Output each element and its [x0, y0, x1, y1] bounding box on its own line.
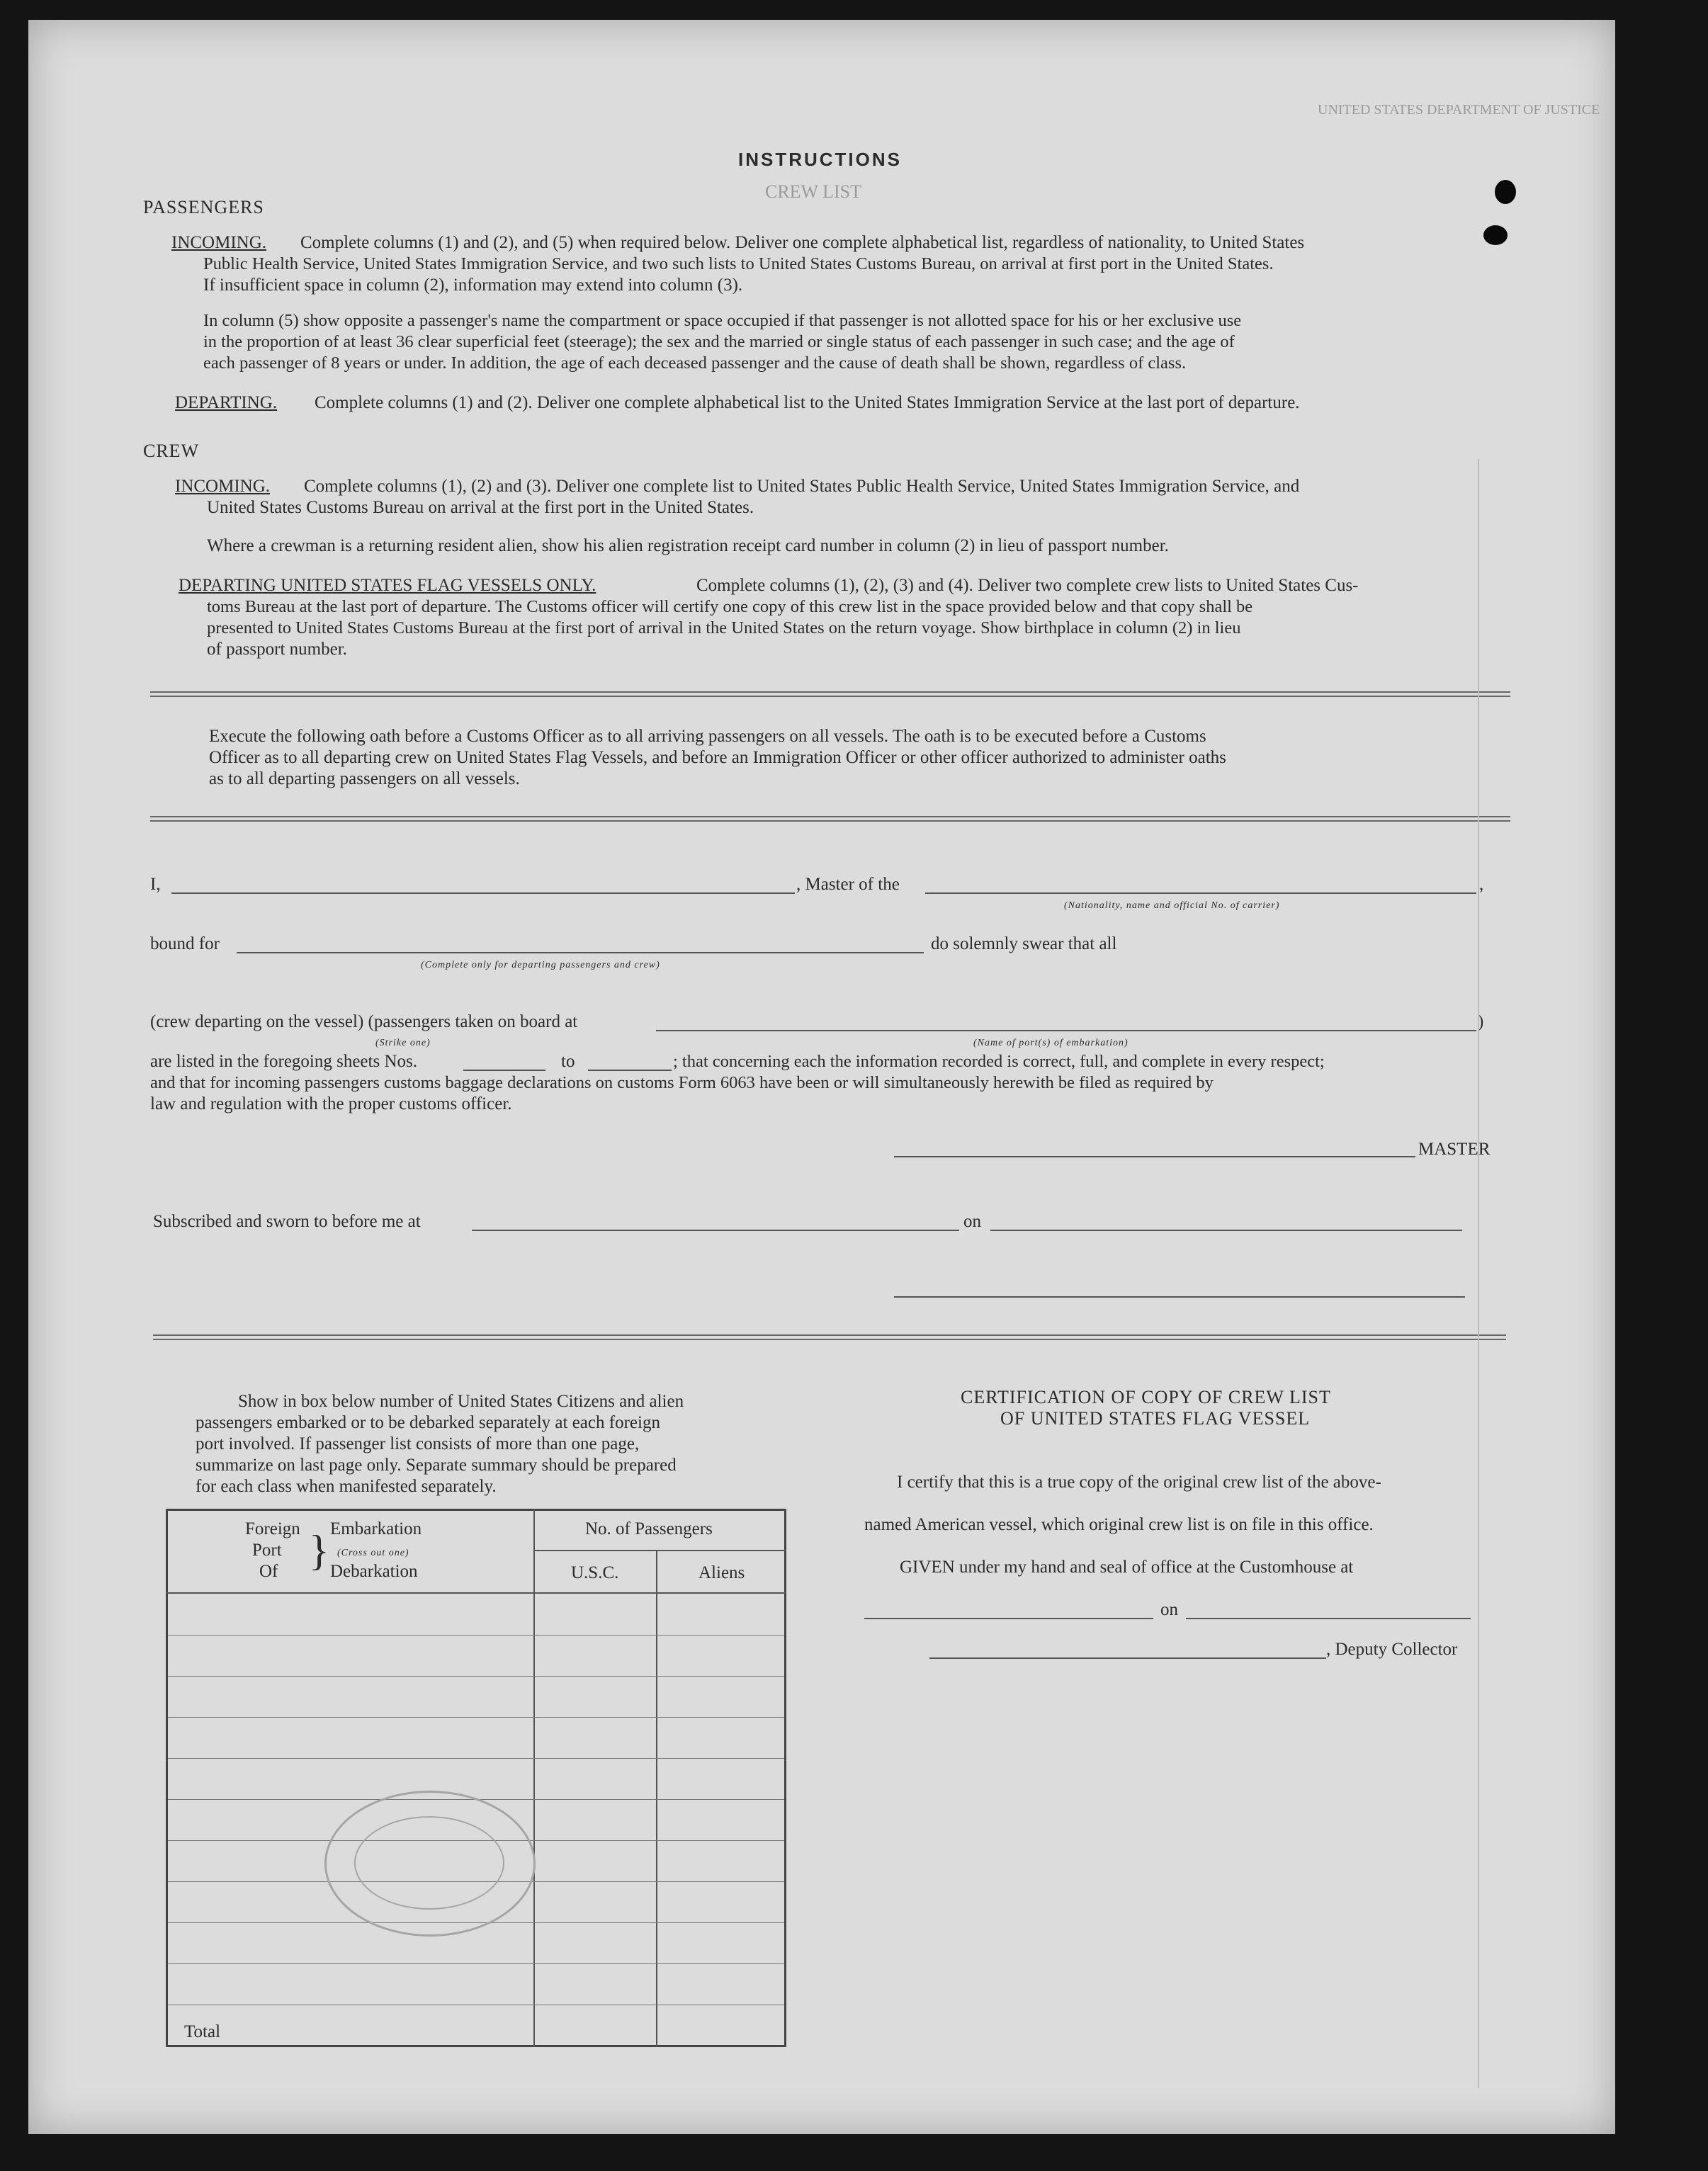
- section-divider: [150, 816, 1510, 822]
- table-row: [168, 1635, 784, 1636]
- listed-text: law and regulation with the proper customs officer.: [150, 1094, 512, 1113]
- table-row: [168, 1963, 784, 1964]
- subscribed-label: Subscribed and sworn to before me at: [153, 1212, 421, 1231]
- sworn-date-field[interactable]: [990, 1230, 1462, 1231]
- col-cross-out: (Cross out one): [337, 1548, 409, 1558]
- crew-heading: CREW: [143, 441, 200, 461]
- passengers-incoming-text: Complete columns (1) and (2), and (5) when required below. Deliver one complete alphabetical list, regardless of nationality, to United States: [300, 233, 1305, 252]
- crew-departing-label: (crew departing on the vessel) (passengers taken on board at: [150, 1012, 578, 1031]
- ink-blot: [1495, 180, 1516, 204]
- certification-title: CERTIFICATION OF COPY OF CREW LIST: [961, 1387, 1331, 1407]
- passengers-incoming-label: INCOMING.: [171, 233, 267, 252]
- col-aliens: Aliens: [699, 1563, 745, 1582]
- bleed-through-text: CREW LIST: [765, 181, 862, 202]
- crew-departing-text: presented to United States Customs Bureau at the first port of arrival in the United States on the return voyage. Show birthplace in column (2) in lieu: [207, 618, 1241, 637]
- listed-text: are listed in the foregoing sheets Nos.: [150, 1052, 417, 1071]
- crew-incoming-text: Complete columns (1), (2) and (3). Deliver one complete list to United States Public Health Service, United States Immigration Service, and: [304, 477, 1300, 496]
- carrier-field[interactable]: [925, 892, 1476, 894]
- listed-text: to: [561, 1052, 575, 1071]
- deputy-signature-field[interactable]: [929, 1657, 1326, 1659]
- sworn-location-field[interactable]: [472, 1230, 959, 1231]
- cert-date-field[interactable]: [1186, 1618, 1471, 1619]
- column5-text: each passenger of 8 years or under. In addition, the age of each deceased passenger and the cause of death shall be shown, regardless of class.: [203, 353, 1187, 373]
- summary-instructions: passengers embarked or to be debarked separately at each foreign: [196, 1413, 660, 1432]
- oath-i-label: I,: [150, 875, 161, 894]
- crew-departing-text: Complete columns (1), (2), (3) and (4). Deliver two complete crew lists to United States Cus-: [696, 576, 1359, 595]
- strike-one-caption: (Strike one): [375, 1038, 431, 1048]
- table-column-divider: [533, 1509, 535, 2047]
- certification-text: named American vessel, which original crew list is on file in this office.: [864, 1515, 1374, 1534]
- table-row: [168, 1717, 784, 1718]
- ports-caption: (Name of port(s) of embarkation): [973, 1038, 1129, 1048]
- master-signature-field[interactable]: [894, 1156, 1415, 1157]
- deputy-collector-label: , Deputy Collector: [1326, 1640, 1458, 1659]
- bound-for-label: bound for: [150, 934, 220, 953]
- table-header-divider: [166, 1592, 786, 1594]
- listed-text: and that for incoming passengers customs baggage declarations on customs Form 6063 have been or will simultaneously herewith be filed as required by: [150, 1073, 1214, 1092]
- summary-instructions: summarize on last page only. Separate summary should be prepared: [196, 1456, 677, 1475]
- close-paren: ): [1478, 1012, 1484, 1031]
- oath-intro: as to all departing passengers on all vessels.: [209, 769, 520, 788]
- customhouse-field[interactable]: [864, 1618, 1153, 1619]
- master-label: MASTER: [1418, 1140, 1491, 1159]
- col-foreign: Foreign: [245, 1519, 300, 1538]
- section-divider: [153, 1334, 1506, 1340]
- col-usc: U.S.C.: [571, 1563, 619, 1582]
- port-embarkation-field[interactable]: [656, 1030, 1476, 1031]
- do-swear-label: do solemnly swear that all: [931, 934, 1117, 953]
- crew-incoming-label: INCOMING.: [175, 477, 271, 496]
- col-port: Port: [252, 1541, 282, 1560]
- summary-instructions: for each class when manifested separately.: [196, 1477, 497, 1496]
- sworn-on-label: on: [963, 1212, 981, 1231]
- summary-instructions: Show in box below number of United States Citizens and alien: [238, 1392, 684, 1411]
- master-name-field[interactable]: [171, 892, 795, 894]
- col-debarkation: Debarkation: [330, 1562, 418, 1581]
- cert-on-label: on: [1160, 1600, 1178, 1619]
- sheet-from-field[interactable]: [463, 1070, 545, 1071]
- faded-edge-border: [1478, 459, 1479, 2088]
- column5-text: In column (5) show opposite a passenger's name the compartment or space occupied if that passenger is not allotted space for his or her exclusive use: [203, 311, 1242, 330]
- brace: }: [309, 1527, 329, 1574]
- customs-stamp-inner: [354, 1816, 504, 1910]
- col-of: Of: [259, 1562, 278, 1581]
- officer-signature-field[interactable]: [894, 1296, 1465, 1298]
- passengers-departing-text: Complete columns (1) and (2). Deliver one complete alphabetical list to the United States Immigration Service at the last port of departure.: [315, 393, 1300, 412]
- certification-text: I certify that this is a true copy of the original crew list of the above-: [897, 1473, 1381, 1492]
- section-divider: [150, 691, 1510, 697]
- passengers-incoming-text: If insufficient space in column (2), information may extend into column (3).: [203, 276, 743, 295]
- table-row: [168, 1676, 784, 1677]
- table-column-divider: [656, 1550, 657, 2047]
- listed-text: ; that concerning each the information recorded is correct, full, and complete in every respect;: [673, 1052, 1325, 1071]
- ink-blot: [1483, 225, 1508, 245]
- col-no-passengers: No. of Passengers: [585, 1519, 713, 1538]
- summary-instructions: port involved. If passenger list consists of more than one page,: [196, 1434, 640, 1453]
- nationality-caption: (Nationality, name and official No. of carrier): [1064, 900, 1280, 911]
- table-row: [168, 1758, 784, 1759]
- bound-for-field[interactable]: [237, 952, 924, 953]
- resident-alien-text: Where a crewman is a returning resident alien, show his alien registration receipt card number in column (2) in lieu of passport number.: [207, 536, 1169, 555]
- crew-departing-label: DEPARTING UNITED STATES FLAG VESSELS ONLY.: [179, 576, 596, 595]
- page-title: INSTRUCTIONS: [738, 149, 902, 170]
- table-header-divider: [533, 1550, 786, 1551]
- oath-intro: Execute the following oath before a Customs Officer as to all arriving passengers on all vessels. The oath is to be executed before a Customs: [209, 727, 1206, 746]
- bleed-through-text: UNITED STATES DEPARTMENT OF JUSTICE: [1318, 102, 1600, 118]
- passengers-departing-label: DEPARTING.: [175, 393, 278, 412]
- passenger-summary-table: [166, 1509, 786, 2047]
- certification-text: GIVEN under my hand and seal of office at the Customhouse at: [900, 1558, 1354, 1577]
- total-label: Total: [184, 2022, 221, 2041]
- passengers-heading: PASSENGERS: [143, 197, 264, 217]
- comma-label: ,: [1479, 875, 1484, 894]
- crew-incoming-text: United States Customs Bureau on arrival at the first port in the United States.: [207, 498, 754, 517]
- crew-departing-text: toms Bureau at the last port of departure. The Customs officer will certify one copy of this crew list in the space provided below and that copy shall be: [207, 597, 1253, 616]
- col-embarkation: Embarkation: [330, 1519, 422, 1538]
- crew-departing-text: of passport number.: [207, 640, 347, 659]
- oath-intro: Officer as to all departing crew on United States Flag Vessels, and before an Immigration Officer or other officer authorized to administer oaths: [209, 748, 1226, 767]
- master-of-label: , Master of the: [796, 875, 900, 894]
- passengers-incoming-text: Public Health Service, United States Immigration Service, and two such lists to United States Customs Bureau, on arrival at first port in the United States.: [203, 254, 1274, 273]
- certification-title: OF UNITED STATES FLAG VESSEL: [1000, 1408, 1311, 1429]
- sheet-to-field[interactable]: [588, 1070, 672, 1071]
- column5-text: in the proportion of at least 36 clear superficial feet (steerage); the sex and the married or single status of each passenger in such case; and the age of: [203, 332, 1235, 351]
- form-page: [28, 20, 1615, 2134]
- complete-only-caption: (Complete only for departing passengers and crew): [421, 960, 660, 970]
